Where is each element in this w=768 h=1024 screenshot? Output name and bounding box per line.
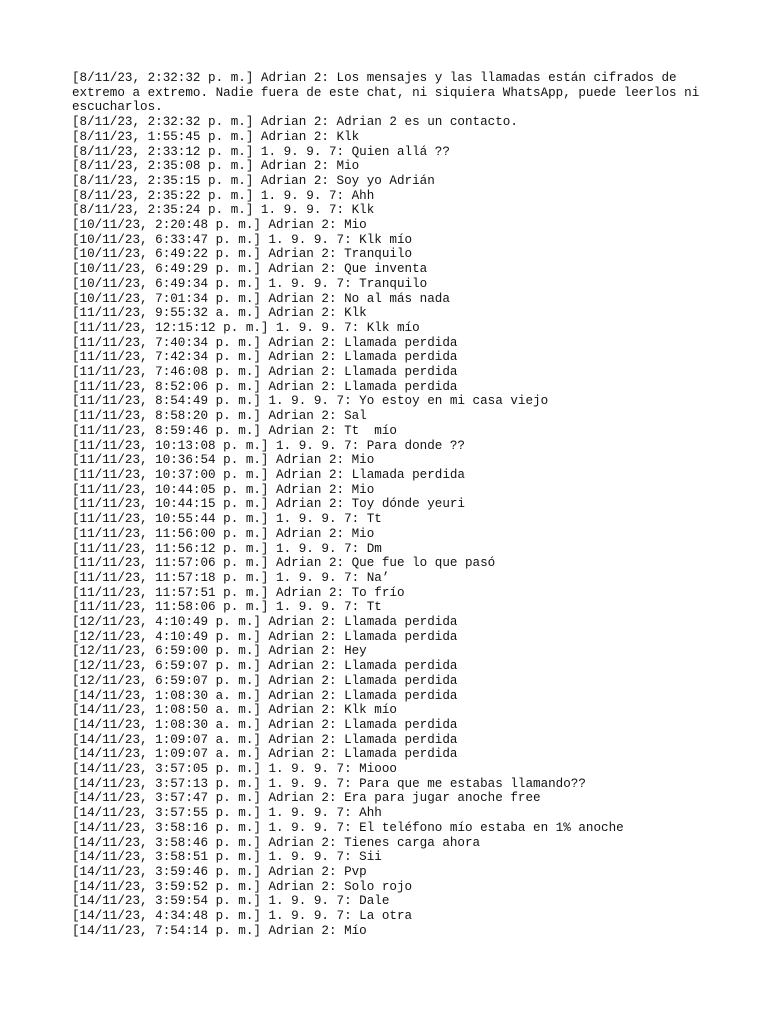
chat-message-line: [14/11/23, 1:09:07 a. m.] Adrian 2: Llamada perdida bbox=[72, 747, 458, 762]
chat-message-line: [11/11/23, 7:46:08 p. m.] Adrian 2: Llamada perdida bbox=[72, 365, 458, 380]
chat-message-line: [11/11/23, 10:13:08 p. m.] 1. 9. 9. 7: Para donde ?? bbox=[72, 438, 465, 453]
chat-message-line: [11/11/23, 8:54:49 p. m.] 1. 9. 9. 7: Yo estoy en mi casa viejo bbox=[72, 394, 549, 409]
chat-message-line: [8/11/23, 2:35:22 p. m.] 1. 9. 9. 7: Ahh bbox=[72, 188, 375, 203]
chat-message-line: [11/11/23, 11:58:06 p. m.] 1. 9. 9. 7: Tt bbox=[72, 600, 382, 615]
chat-message-line: [10/11/23, 6:49:29 p. m.] Adrian 2: Que inventa bbox=[72, 262, 428, 277]
chat-message-line: [11/11/23, 7:42:34 p. m.] Adrian 2: Llamada perdida bbox=[72, 350, 458, 365]
chat-message-line: [14/11/23, 3:59:46 p. m.] Adrian 2: Pvp bbox=[72, 864, 367, 879]
chat-message-line: [10/11/23, 7:01:34 p. m.] Adrian 2: No al más nada bbox=[72, 291, 450, 306]
chat-message-line: [14/11/23, 3:57:47 p. m.] Adrian 2: Era para jugar anoche free bbox=[72, 791, 541, 806]
chat-message-line: [8/11/23, 2:35:24 p. m.] 1. 9. 9. 7: Klk bbox=[72, 203, 375, 218]
chat-message-line: [14/11/23, 1:09:07 a. m.] Adrian 2: Llamada perdida bbox=[72, 732, 458, 747]
chat-message-line: [11/11/23, 7:40:34 p. m.] Adrian 2: Llamada perdida bbox=[72, 335, 458, 350]
chat-message-line: [14/11/23, 7:54:14 p. m.] Adrian 2: Mío bbox=[72, 923, 367, 938]
chat-message-line: [11/11/23, 11:57:18 p. m.] 1. 9. 9. 7: Na’ bbox=[72, 570, 390, 585]
chat-message-line: [8/11/23, 2:33:12 p. m.] 1. 9. 9. 7: Quien allá ?? bbox=[72, 144, 450, 159]
chat-transcript bbox=[72, 71, 712, 938]
chat-message-line: [14/11/23, 1:08:30 a. m.] Adrian 2: Llamada perdida bbox=[72, 717, 458, 732]
chat-message-line: [14/11/23, 3:57:55 p. m.] 1. 9. 9. 7: Ahh bbox=[72, 806, 382, 821]
chat-message-line: [12/11/23, 6:59:07 p. m.] Adrian 2: Llamada perdida bbox=[72, 659, 458, 674]
chat-message-line: [11/11/23, 11:56:00 p. m.] Adrian 2: Mio bbox=[72, 526, 375, 541]
chat-message-line: [11/11/23, 11:57:51 p. m.] Adrian 2: To frío bbox=[72, 585, 405, 600]
chat-message-line: [11/11/23, 9:55:32 a. m.] Adrian 2: Klk bbox=[72, 306, 367, 321]
chat-message-line: [11/11/23, 11:57:06 p. m.] Adrian 2: Que fue lo que pasó bbox=[72, 556, 496, 571]
chat-message-line: [8/11/23, 2:32:32 p. m.] Adrian 2: Adrian 2 es un contacto. bbox=[72, 115, 518, 130]
chat-message-line: [8/11/23, 2:35:15 p. m.] Adrian 2: Soy yo Adrián bbox=[72, 173, 435, 188]
chat-message-line: [14/11/23, 3:58:46 p. m.] Adrian 2: Tienes carga ahora bbox=[72, 835, 481, 850]
chat-message-line: [10/11/23, 6:49:22 p. m.] Adrian 2: Tranquilo bbox=[72, 247, 413, 262]
chat-message-line: [14/11/23, 3:58:51 p. m.] 1. 9. 9. 7: Sii bbox=[72, 850, 382, 865]
chat-message-line: [10/11/23, 6:49:34 p. m.] 1. 9. 9. 7: Tranquilo bbox=[72, 276, 428, 291]
chat-message-line: [12/11/23, 6:59:00 p. m.] Adrian 2: Hey bbox=[72, 644, 367, 659]
chat-message-line: [12/11/23, 6:59:07 p. m.] Adrian 2: Llamada perdida bbox=[72, 673, 458, 688]
chat-message-line: [11/11/23, 10:55:44 p. m.] 1. 9. 9. 7: Tt bbox=[72, 512, 382, 527]
chat-message-line: [11/11/23, 8:58:20 p. m.] Adrian 2: Sal bbox=[72, 409, 367, 424]
chat-message-line: [12/11/23, 4:10:49 p. m.] Adrian 2: Llamada perdida bbox=[72, 629, 458, 644]
chat-message-line: [11/11/23, 11:56:12 p. m.] 1. 9. 9. 7: Dm bbox=[72, 541, 382, 556]
chat-message-line: [11/11/23, 8:59:46 p. m.] Adrian 2: Tt mío bbox=[72, 423, 397, 438]
chat-message-line: [8/11/23, 1:55:45 p. m.] Adrian 2: Klk bbox=[72, 129, 360, 144]
chat-message-line: [11/11/23, 12:15:12 p. m.] 1. 9. 9. 7: Klk mío bbox=[72, 320, 420, 335]
chat-message-line: [8/11/23, 2:35:08 p. m.] Adrian 2: Mio bbox=[72, 159, 360, 174]
chat-message-line: [11/11/23, 10:37:00 p. m.] Adrian 2: Llamada perdida bbox=[72, 467, 465, 482]
chat-message-line: [14/11/23, 4:34:48 p. m.] 1. 9. 9. 7: La otra bbox=[72, 909, 413, 924]
chat-message-line: [14/11/23, 3:59:52 p. m.] Adrian 2: Solo rojo bbox=[72, 879, 413, 894]
chat-message-line: [10/11/23, 2:20:48 p. m.] Adrian 2: Mio bbox=[72, 218, 367, 233]
chat-message-line: [14/11/23, 3:58:16 p. m.] 1. 9. 9. 7: El teléfono mío estaba en 1% anoche bbox=[72, 820, 624, 835]
chat-message-line: [10/11/23, 6:33:47 p. m.] 1. 9. 9. 7: Klk mío bbox=[72, 232, 413, 247]
chat-message-line: [14/11/23, 1:08:50 a. m.] Adrian 2: Klk mío bbox=[72, 703, 397, 718]
chat-message-line: [11/11/23, 10:36:54 p. m.] Adrian 2: Mio bbox=[72, 453, 375, 468]
chat-message-line: [12/11/23, 4:10:49 p. m.] Adrian 2: Llamada perdida bbox=[72, 615, 458, 630]
chat-message-line: [14/11/23, 3:59:54 p. m.] 1. 9. 9. 7: Dale bbox=[72, 894, 390, 909]
chat-message-line: [14/11/23, 1:08:30 a. m.] Adrian 2: Llamada perdida bbox=[72, 688, 458, 703]
chat-message-line: [14/11/23, 3:57:13 p. m.] 1. 9. 9. 7: Para que me estabas llamando?? bbox=[72, 776, 586, 791]
chat-message-line: [8/11/23, 2:32:32 p. m.] Adrian 2: Los mensajes y las llamadas están cifrados de extremo a extremo. Nadie fuera de este chat, ni siquiera WhatsApp, puede leerlos ni escucharlos. bbox=[72, 71, 707, 115]
chat-message-line: [11/11/23, 8:52:06 p. m.] Adrian 2: Llamada perdida bbox=[72, 379, 458, 394]
chat-message-line: [11/11/23, 10:44:15 p. m.] Adrian 2: Toy dónde yeuri bbox=[72, 497, 465, 512]
chat-message-line: [11/11/23, 10:44:05 p. m.] Adrian 2: Mio bbox=[72, 482, 375, 497]
chat-message-line: [14/11/23, 3:57:05 p. m.] 1. 9. 9. 7: Miooo bbox=[72, 762, 397, 777]
